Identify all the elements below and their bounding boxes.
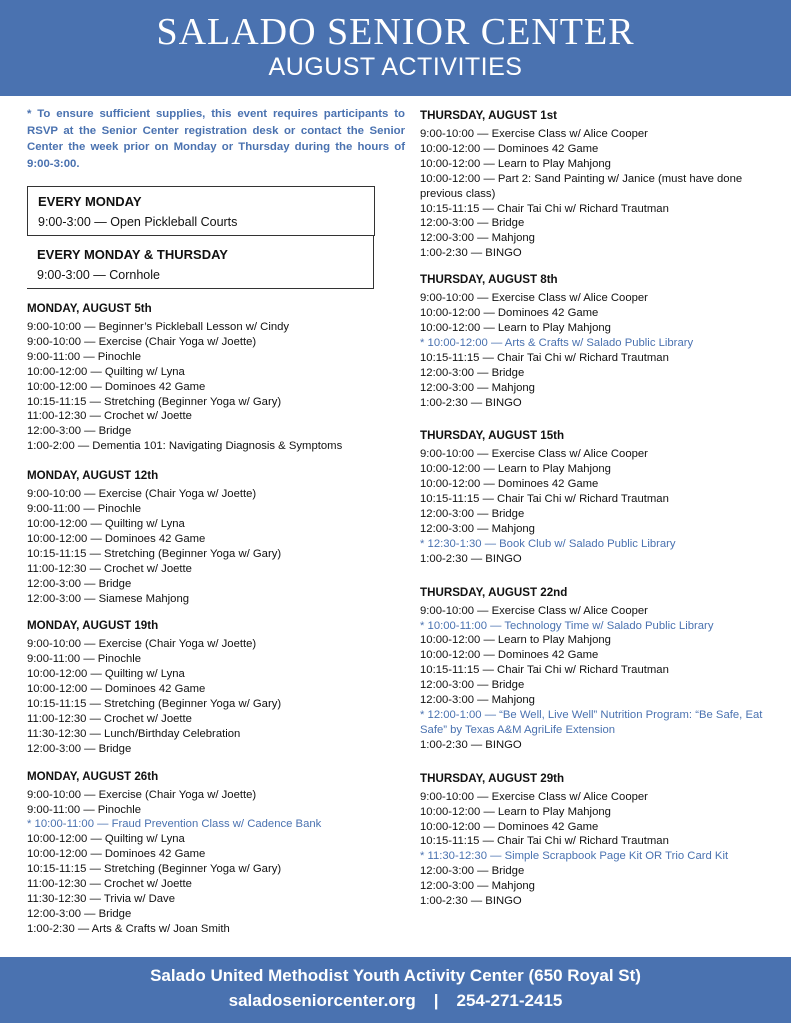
activity-item: 10:00-12:00 — Learn to Play Mahjong [420,463,611,476]
footer-contact [0,990,791,1012]
activity-item: 12:00-3:00 — Bridge [27,577,132,590]
footer-location: Salado United Methodist Youth Activity Center (650 Royal St) [150,966,641,985]
schedule-day-heading: MONDAY, AUGUST 19th [27,619,159,633]
activity-item: 11:00-12:30 — Crochet w/ Joette [27,878,192,891]
activity-item: 12:00-3:00 — Bridge [27,742,132,755]
activity-item: 10:00-12:00 — Dominoes 42 Game [27,532,206,545]
activity-item: 12:00-3:00 — Bridge [420,508,525,521]
activity-item: 10:00-12:00 — Learn to Play Mahjong [420,634,611,647]
activity-item: 12:00-3:00 — Mahjong [420,694,535,707]
footer-separator: | [433,991,439,1010]
every-monday-box [27,186,375,236]
activity-item: 10:00-12:00 — Quilting w/ Lyna [27,365,185,378]
activity-item: 12:00-3:00 — Siamese Mahjong [27,592,190,605]
activity-item: 10:00-12:00 — Quilting w/ Lyna [27,668,185,681]
schedule-day [420,108,770,261]
activity-item: 10:00-12:00 — Learn to Play Mahjong [420,321,611,334]
activity-item: 12:00-3:00 — Bridge [420,217,525,230]
activity-item: 9:00-10:00 — Exercise Class w/ Alice Cooper [420,448,648,461]
activity-item: 10:00-12:00 — Dominoes 42 Game [420,820,599,833]
schedule-day [420,428,770,566]
activity-item: 10:15-11:15 — Stretching (Beginner Yoga w/ Gary) [27,395,282,408]
schedule-day-heading: MONDAY, AUGUST 26th [27,769,159,783]
activity-item: 12:00-3:00 — Mahjong [420,880,535,893]
activity-item: 9:00-10:00 — Exercise (Chair Yoga w/ Joette) [27,488,257,501]
schedule-day [27,618,405,756]
rsvp-notice: * To ensure sufficient supplies, this event requires participants to RSVP at the Senior Center registration desk or contact the Senior Center the week prior on Monday or Thursday during the hours of 9:00-3:00. [27,108,405,170]
rsvp-activity-item: * 10:00-12:00 — Arts & Crafts w/ Salado Public Library [420,336,694,349]
activity-item: 12:00-3:00 — Bridge [420,366,525,379]
activity-item: 12:00-3:00 — Bridge [420,679,525,692]
every-mon-thu-line: 9:00-3:00 — Cornhole [37,268,160,282]
activity-item: 10:15-11:15 — Chair Tai Chi w/ Richard Trautman [420,351,669,364]
activity-item: 12:00-3:00 — Bridge [27,907,132,920]
every-mon-thu-box [27,236,374,289]
schedule-day-heading: MONDAY, AUGUST 12th [27,469,159,483]
activity-item: 11:00-12:30 — Crochet w/ Joette [27,712,192,725]
schedule-day [27,468,405,606]
schedule-day-heading: THURSDAY, AUGUST 22nd [420,585,568,599]
page-subtitle: AUGUST ACTIVITIES [268,53,523,81]
every-mon-thu-heading: EVERY MONDAY & THURSDAY [37,247,228,262]
page-footer [0,957,791,1023]
rsvp-activity-item: * 11:30-12:30 — Simple Scrapbook Page Kit OR Trio Card Kit [420,850,729,863]
activity-item: 12:00-3:00 — Bridge [420,865,525,878]
activity-item: 10:00-12:00 — Dominoes 42 Game [27,848,206,861]
activity-item: 12:00-3:00 — Mahjong [420,232,535,245]
rsvp-activity-item: * 10:00-11:00 — Technology Time w/ Salado Public Library [420,619,714,632]
activity-item: 9:00-10:00 — Exercise Class w/ Alice Cooper [420,604,648,617]
activity-item: 9:00-11:00 — Pinochle [27,803,142,816]
schedule-day-heading: THURSDAY, AUGUST 8th [420,273,558,287]
activity-item: 10:00-12:00 — Dominoes 42 Game [420,307,599,320]
activity-item: 12:00-3:00 — Mahjong [420,522,535,535]
activity-item: 10:00-12:00 — Quilting w/ Lyna [27,517,185,530]
activity-item: 10:00-12:00 — Dominoes 42 Game [420,649,599,662]
activity-item: 10:00-12:00 — Dominoes 42 Game [27,380,206,393]
activity-item: 9:00-11:00 — Pinochle [27,503,142,516]
activity-item: 11:00-12:30 — Crochet w/ Joette [27,410,192,423]
rsvp-activity-item: * 12:30-1:30 — Book Club w/ Salado Public Library [420,537,676,550]
activity-item: 10:15-11:15 — Stretching (Beginner Yoga w/ Gary) [27,698,282,711]
activity-item: 1:00-2:30 — BINGO [420,895,522,908]
every-monday-line: 9:00-3:00 — Open Pickleball Courts [38,215,238,229]
activity-item: 9:00-11:00 — Pinochle [27,653,142,666]
schedule-day [420,585,770,753]
activity-item: 10:00-12:00 — Learn to Play Mahjong [420,805,611,818]
activity-item: 11:30-12:30 — Lunch/Birthday Celebration [27,727,241,740]
activity-item: 10:15-11:15 — Chair Tai Chi w/ Richard Trautman [420,493,669,506]
activity-item: 12:00-3:00 — Bridge [27,425,132,438]
activity-item: 11:00-12:30 — Crochet w/ Joette [27,562,192,575]
footer-website[interactable]: saladoseniorcenter.org [228,991,416,1010]
activity-item: 10:00-12:00 — Quilting w/ Lyna [27,833,185,846]
activity-item: 10:00-12:00 — Dominoes 42 Game [420,142,599,155]
activity-item: 10:00-12:00 — Dominoes 42 Game [420,478,599,491]
activity-item: 12:00-3:00 — Mahjong [420,381,535,394]
activity-item: 9:00-10:00 — Beginner’s Pickleball Lesson w/ Cindy [27,321,290,333]
schedule-day [420,272,770,410]
activity-item: 9:00-11:00 — Pinochle [27,350,142,363]
activity-item: 9:00-10:00 — Exercise Class w/ Alice Cooper [420,292,648,305]
activity-item: 10:15-11:15 — Chair Tai Chi w/ Richard Trautman [420,202,669,215]
footer-phone[interactable]: 254-271-2415 [456,991,563,1010]
activity-item: 9:00-10:00 — Exercise (Chair Yoga w/ Joette) [27,638,257,651]
activity-item: 9:00-10:00 — Exercise (Chair Yoga w/ Joette) [27,335,257,348]
activity-item: 10:00-12:00 — Part 2: Sand Painting w/ Janice (must have done previous class) [420,172,743,200]
left-column [27,106,405,937]
every-monday-heading: EVERY MONDAY [38,194,142,209]
schedule-day-heading: MONDAY, AUGUST 5th [27,302,152,315]
activity-item: 10:15-11:15 — Chair Tai Chi w/ Richard Trautman [420,664,669,677]
activity-item: 11:30-12:30 — Trivia w/ Dave [27,893,175,905]
monday-schedule [27,301,405,937]
right-column [420,108,770,909]
activity-item: 10:00-12:00 — Dominoes 42 Game [27,683,206,696]
activity-item: 10:00-12:00 — Learn to Play Mahjong [420,157,611,170]
activity-item: 9:00-10:00 — Exercise (Chair Yoga w/ Joette) [27,788,257,801]
thursday-schedule [420,108,770,909]
activity-item: 10:15-11:15 — Stretching (Beginner Yoga w/ Gary) [27,547,282,560]
activity-item: 9:00-10:00 — Exercise Class w/ Alice Cooper [420,128,648,140]
schedule-day [420,771,770,909]
activity-item: 1:00-2:00 — Dementia 101: Navigating Diagnosis & Symptoms [27,440,343,453]
activity-item: 1:00-2:30 — Arts & Crafts w/ Joan Smith [27,922,230,935]
schedule-day-heading: THURSDAY, AUGUST 15th [420,429,565,443]
page-header [0,0,791,96]
activity-item: 1:00-2:30 — BINGO [420,552,522,565]
activity-item: 1:00-2:30 — BINGO [420,396,522,409]
schedule-day-heading: THURSDAY, AUGUST 29th [420,771,565,785]
schedule-day [27,301,405,454]
schedule-day [27,769,405,937]
page-title: SALADO SENIOR CENTER [156,11,635,53]
activity-item: 1:00-2:30 — BINGO [420,247,522,260]
rsvp-activity-item: * 10:00-11:00 — Fraud Prevention Class w/ Cadence Bank [27,818,322,831]
activity-item: 10:15-11:15 — Stretching (Beginner Yoga w/ Gary) [27,863,282,876]
activity-item: 1:00-2:30 — BINGO [420,738,522,751]
rsvp-activity-item: * 12:00-1:00 — “Be Well, Live Well” Nutrition Program: “Be Safe, Eat Safe” by Texas A&M AgriLife Extension [420,709,763,736]
schedule-day-heading: THURSDAY, AUGUST 1st [420,109,558,122]
activity-item: 10:15-11:15 — Chair Tai Chi w/ Richard Trautman [420,835,669,848]
activity-item: 9:00-10:00 — Exercise Class w/ Alice Cooper [420,790,648,803]
